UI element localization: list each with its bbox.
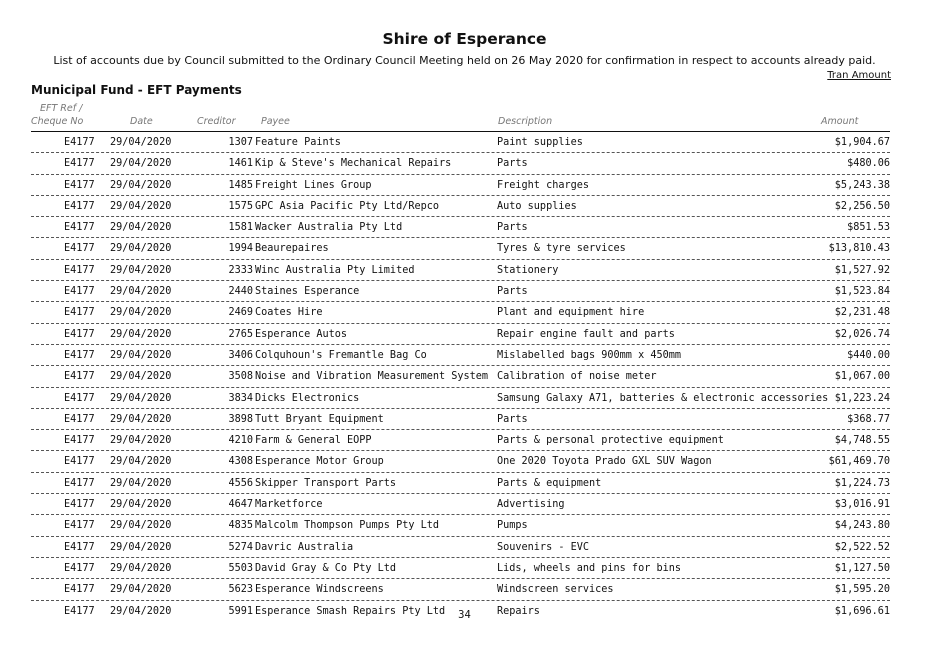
column-header-payee: Payee	[261, 116, 290, 127]
table-row	[31, 132, 890, 153]
table-row	[31, 238, 890, 259]
cell-date: 29/04/2020	[110, 562, 172, 574]
column-header-ref-line2: Cheque No	[31, 116, 84, 127]
cell-ref: E4177	[64, 307, 95, 319]
cell-date: 29/04/2020	[110, 349, 172, 361]
cell-date: 29/04/2020	[110, 158, 172, 170]
column-header-amount: Amount	[821, 116, 859, 127]
cell-payee: Freight Lines Group	[255, 179, 372, 191]
cell-amount: $1,127.50	[834, 562, 890, 574]
cell-ref: E4177	[64, 286, 95, 298]
table-row	[31, 409, 890, 430]
cell-payee: Esperance Motor Group	[255, 456, 384, 468]
table-row	[31, 579, 890, 600]
cell-date: 29/04/2020	[110, 499, 172, 511]
cell-payee: Davric Australia	[255, 541, 354, 553]
cell-payee: Beaurepaires	[255, 243, 329, 255]
cell-creditor: 1994	[228, 243, 253, 255]
cell-amount: $440.00	[847, 349, 890, 361]
cell-description: Windscreen services	[497, 584, 614, 596]
cell-description: Stationery	[497, 264, 559, 276]
cell-amount: $61,469.70	[828, 456, 890, 468]
cell-description: Repairs	[497, 605, 540, 617]
cell-description: Parts & equipment	[497, 477, 602, 489]
cell-date: 29/04/2020	[110, 477, 172, 489]
cell-payee: Esperance Autos	[255, 328, 348, 340]
cell-creditor: 3508	[228, 371, 253, 383]
cell-payee: GPC Asia Pacific Pty Ltd/Repco	[255, 200, 440, 212]
cell-amount: $851.53	[847, 222, 890, 234]
cell-amount: $1,224.73	[834, 477, 890, 489]
table-row	[31, 281, 890, 302]
cell-ref: E4177	[64, 349, 95, 361]
cell-description: Mislabelled bags 900mm x 450mm	[497, 349, 682, 361]
cell-description: Auto supplies	[497, 200, 577, 212]
cell-amount: $368.77	[847, 413, 890, 425]
table-row	[31, 537, 890, 558]
cell-amount: $2,231.48	[834, 307, 890, 319]
cell-creditor: 5623	[228, 584, 253, 596]
cell-payee: Marketforce	[255, 499, 323, 511]
cell-amount: $1,696.61	[834, 605, 890, 617]
cell-creditor: 1485	[228, 179, 253, 191]
cell-payee: Tutt Bryant Equipment	[255, 413, 384, 425]
cell-date: 29/04/2020	[110, 286, 172, 298]
table-row	[31, 366, 890, 387]
table-row	[31, 196, 890, 217]
payments-table	[31, 132, 890, 621]
cell-date: 29/04/2020	[110, 456, 172, 468]
tran-amount-label: Tran Amount	[827, 70, 891, 81]
table-row	[31, 260, 890, 281]
cell-description: Samsung Galaxy A71, batteries & electronic accessories	[497, 392, 829, 404]
cell-creditor: 1575	[228, 200, 253, 212]
table-row	[31, 153, 890, 174]
cell-date: 29/04/2020	[110, 541, 172, 553]
cell-ref: E4177	[64, 200, 95, 212]
table-row	[31, 494, 890, 515]
cell-description: Freight charges	[497, 179, 590, 191]
column-header-date: Date	[130, 116, 153, 127]
cell-description: Souvenirs - EVC	[497, 541, 590, 553]
cell-amount: $1,904.67	[834, 137, 890, 148]
table-row	[31, 217, 890, 238]
cell-payee: Feature Paints	[255, 137, 341, 148]
cell-ref: E4177	[64, 328, 95, 340]
cell-creditor: 3834	[228, 392, 253, 404]
table-row	[31, 515, 890, 536]
cell-amount: $2,256.50	[834, 200, 890, 212]
cell-description: Parts	[497, 158, 528, 170]
cell-description: Parts	[497, 286, 528, 298]
cell-creditor: 3406	[228, 349, 253, 361]
cell-ref: E4177	[64, 477, 95, 489]
cell-amount: $2,026.74	[834, 328, 890, 340]
cell-creditor: 2469	[228, 307, 253, 319]
cell-date: 29/04/2020	[110, 413, 172, 425]
cell-date: 29/04/2020	[110, 243, 172, 255]
cell-description: One 2020 Toyota Prado GXL SUV Wagon	[497, 456, 712, 468]
cell-date: 29/04/2020	[110, 584, 172, 596]
cell-creditor: 5274	[228, 541, 253, 553]
cell-description: Parts & personal protective equipment	[497, 435, 724, 447]
table-row	[31, 430, 890, 451]
cell-creditor: 5503	[228, 562, 253, 574]
cell-date: 29/04/2020	[110, 222, 172, 234]
cell-ref: E4177	[64, 584, 95, 596]
cell-creditor: 4835	[228, 520, 253, 532]
cell-payee: Malcolm Thompson Pumps Pty Ltd	[255, 520, 440, 532]
cell-creditor: 5991	[228, 605, 253, 617]
cell-date: 29/04/2020	[110, 264, 172, 276]
table-row	[31, 388, 890, 409]
cell-ref: E4177	[64, 605, 95, 617]
table-row	[31, 558, 890, 579]
cell-amount: $2,522.52	[834, 541, 890, 553]
cell-creditor: 2440	[228, 286, 253, 298]
cell-creditor: 4556	[228, 477, 253, 489]
cell-payee: Skipper Transport Parts	[255, 477, 397, 489]
cell-ref: E4177	[64, 520, 95, 532]
cell-amount: $1,067.00	[834, 371, 890, 383]
cell-amount: $1,595.20	[834, 584, 890, 596]
cell-ref: E4177	[64, 137, 95, 148]
cell-amount: $5,243.38	[834, 179, 890, 191]
cell-date: 29/04/2020	[110, 605, 172, 617]
cell-creditor: 3898	[228, 413, 253, 425]
cell-creditor: 4210	[228, 435, 253, 447]
cell-date: 29/04/2020	[110, 371, 172, 383]
cell-creditor: 1307	[228, 137, 253, 148]
table-row	[31, 302, 890, 323]
table-row	[31, 345, 890, 366]
column-header-description: Description	[498, 116, 553, 127]
cell-amount: $1,527.92	[834, 264, 890, 276]
cell-date: 29/04/2020	[110, 392, 172, 404]
cell-payee: Staines Esperance	[255, 286, 360, 298]
cell-date: 29/04/2020	[110, 435, 172, 447]
cell-description: Advertising	[497, 499, 565, 511]
cell-payee: David Gray & Co Pty Ltd	[255, 562, 397, 574]
cell-ref: E4177	[64, 243, 95, 255]
cell-amount: $1,223.24	[834, 392, 890, 404]
cell-payee: Kip & Steve's Mechanical Repairs	[255, 158, 452, 170]
cell-amount: $480.06	[847, 158, 890, 170]
cell-ref: E4177	[64, 413, 95, 425]
cell-ref: E4177	[64, 158, 95, 170]
cell-amount: $13,810.43	[828, 243, 890, 255]
cell-ref: E4177	[64, 371, 95, 383]
cell-payee: Colquhoun's Fremantle Bag Co	[255, 349, 427, 361]
cell-description: Plant and equipment hire	[497, 307, 645, 319]
section-heading: Municipal Fund - EFT Payments	[31, 83, 242, 97]
cell-ref: E4177	[64, 541, 95, 553]
cell-description: Lids, wheels and pins for bins	[497, 562, 682, 574]
cell-ref: E4177	[64, 179, 95, 191]
cell-payee: Winc Australia Pty Limited	[255, 264, 415, 276]
cell-ref: E4177	[64, 392, 95, 404]
cell-date: 29/04/2020	[110, 307, 172, 319]
cell-amount: $4,243.80	[834, 520, 890, 532]
cell-creditor: 4647	[228, 499, 253, 511]
table-row	[31, 324, 890, 345]
cell-payee: Farm & General EOPP	[255, 435, 372, 447]
cell-creditor: 1461	[228, 158, 253, 170]
cell-description: Paint supplies	[497, 137, 583, 148]
cell-payee: Noise and Vibration Measurement System	[255, 371, 489, 383]
cell-description: Pumps	[497, 520, 528, 532]
cell-amount: $3,016.91	[834, 499, 890, 511]
cell-date: 29/04/2020	[110, 520, 172, 532]
cell-description: Repair engine fault and parts	[497, 328, 675, 340]
cell-ref: E4177	[64, 264, 95, 276]
cell-description: Parts	[497, 222, 528, 234]
cell-date: 29/04/2020	[110, 137, 172, 148]
cell-description: Parts	[497, 413, 528, 425]
cell-creditor: 1581	[228, 222, 253, 234]
cell-creditor: 2333	[228, 264, 253, 276]
cell-ref: E4177	[64, 435, 95, 447]
column-header-ref-line1: EFT Ref /	[40, 103, 83, 114]
cell-payee: Dicks Electronics	[255, 392, 360, 404]
cell-ref: E4177	[64, 562, 95, 574]
cell-payee: Esperance Windscreens	[255, 584, 384, 596]
cell-date: 29/04/2020	[110, 328, 172, 340]
cell-creditor: 2765	[228, 328, 253, 340]
cell-ref: E4177	[64, 456, 95, 468]
cell-amount: $1,523.84	[834, 286, 890, 298]
cell-date: 29/04/2020	[110, 179, 172, 191]
cell-payee: Coates Hire	[255, 307, 323, 319]
table-row	[31, 175, 890, 196]
cell-description: Tyres & tyre services	[497, 243, 626, 255]
cell-creditor: 4308	[228, 456, 253, 468]
cell-payee: Wacker Australia Pty Ltd	[255, 222, 403, 234]
cell-amount: $4,748.55	[834, 435, 890, 447]
page-title: Shire of Esperance	[382, 30, 547, 48]
cell-description: Calibration of noise meter	[497, 371, 657, 383]
cell-payee: Esperance Smash Repairs Pty Ltd	[255, 605, 446, 617]
page-subtitle: List of accounts due by Council submitted to the Ordinary Council Meeting held on 26 May 2020 for confirmation in respect to accounts already paid.	[53, 54, 876, 67]
column-header-creditor: Creditor	[197, 116, 236, 127]
cell-date: 29/04/2020	[110, 200, 172, 212]
cell-ref: E4177	[64, 499, 95, 511]
table-row	[31, 473, 890, 494]
page-number: 34	[458, 609, 471, 621]
table-row	[31, 451, 890, 472]
cell-ref: E4177	[64, 222, 95, 234]
